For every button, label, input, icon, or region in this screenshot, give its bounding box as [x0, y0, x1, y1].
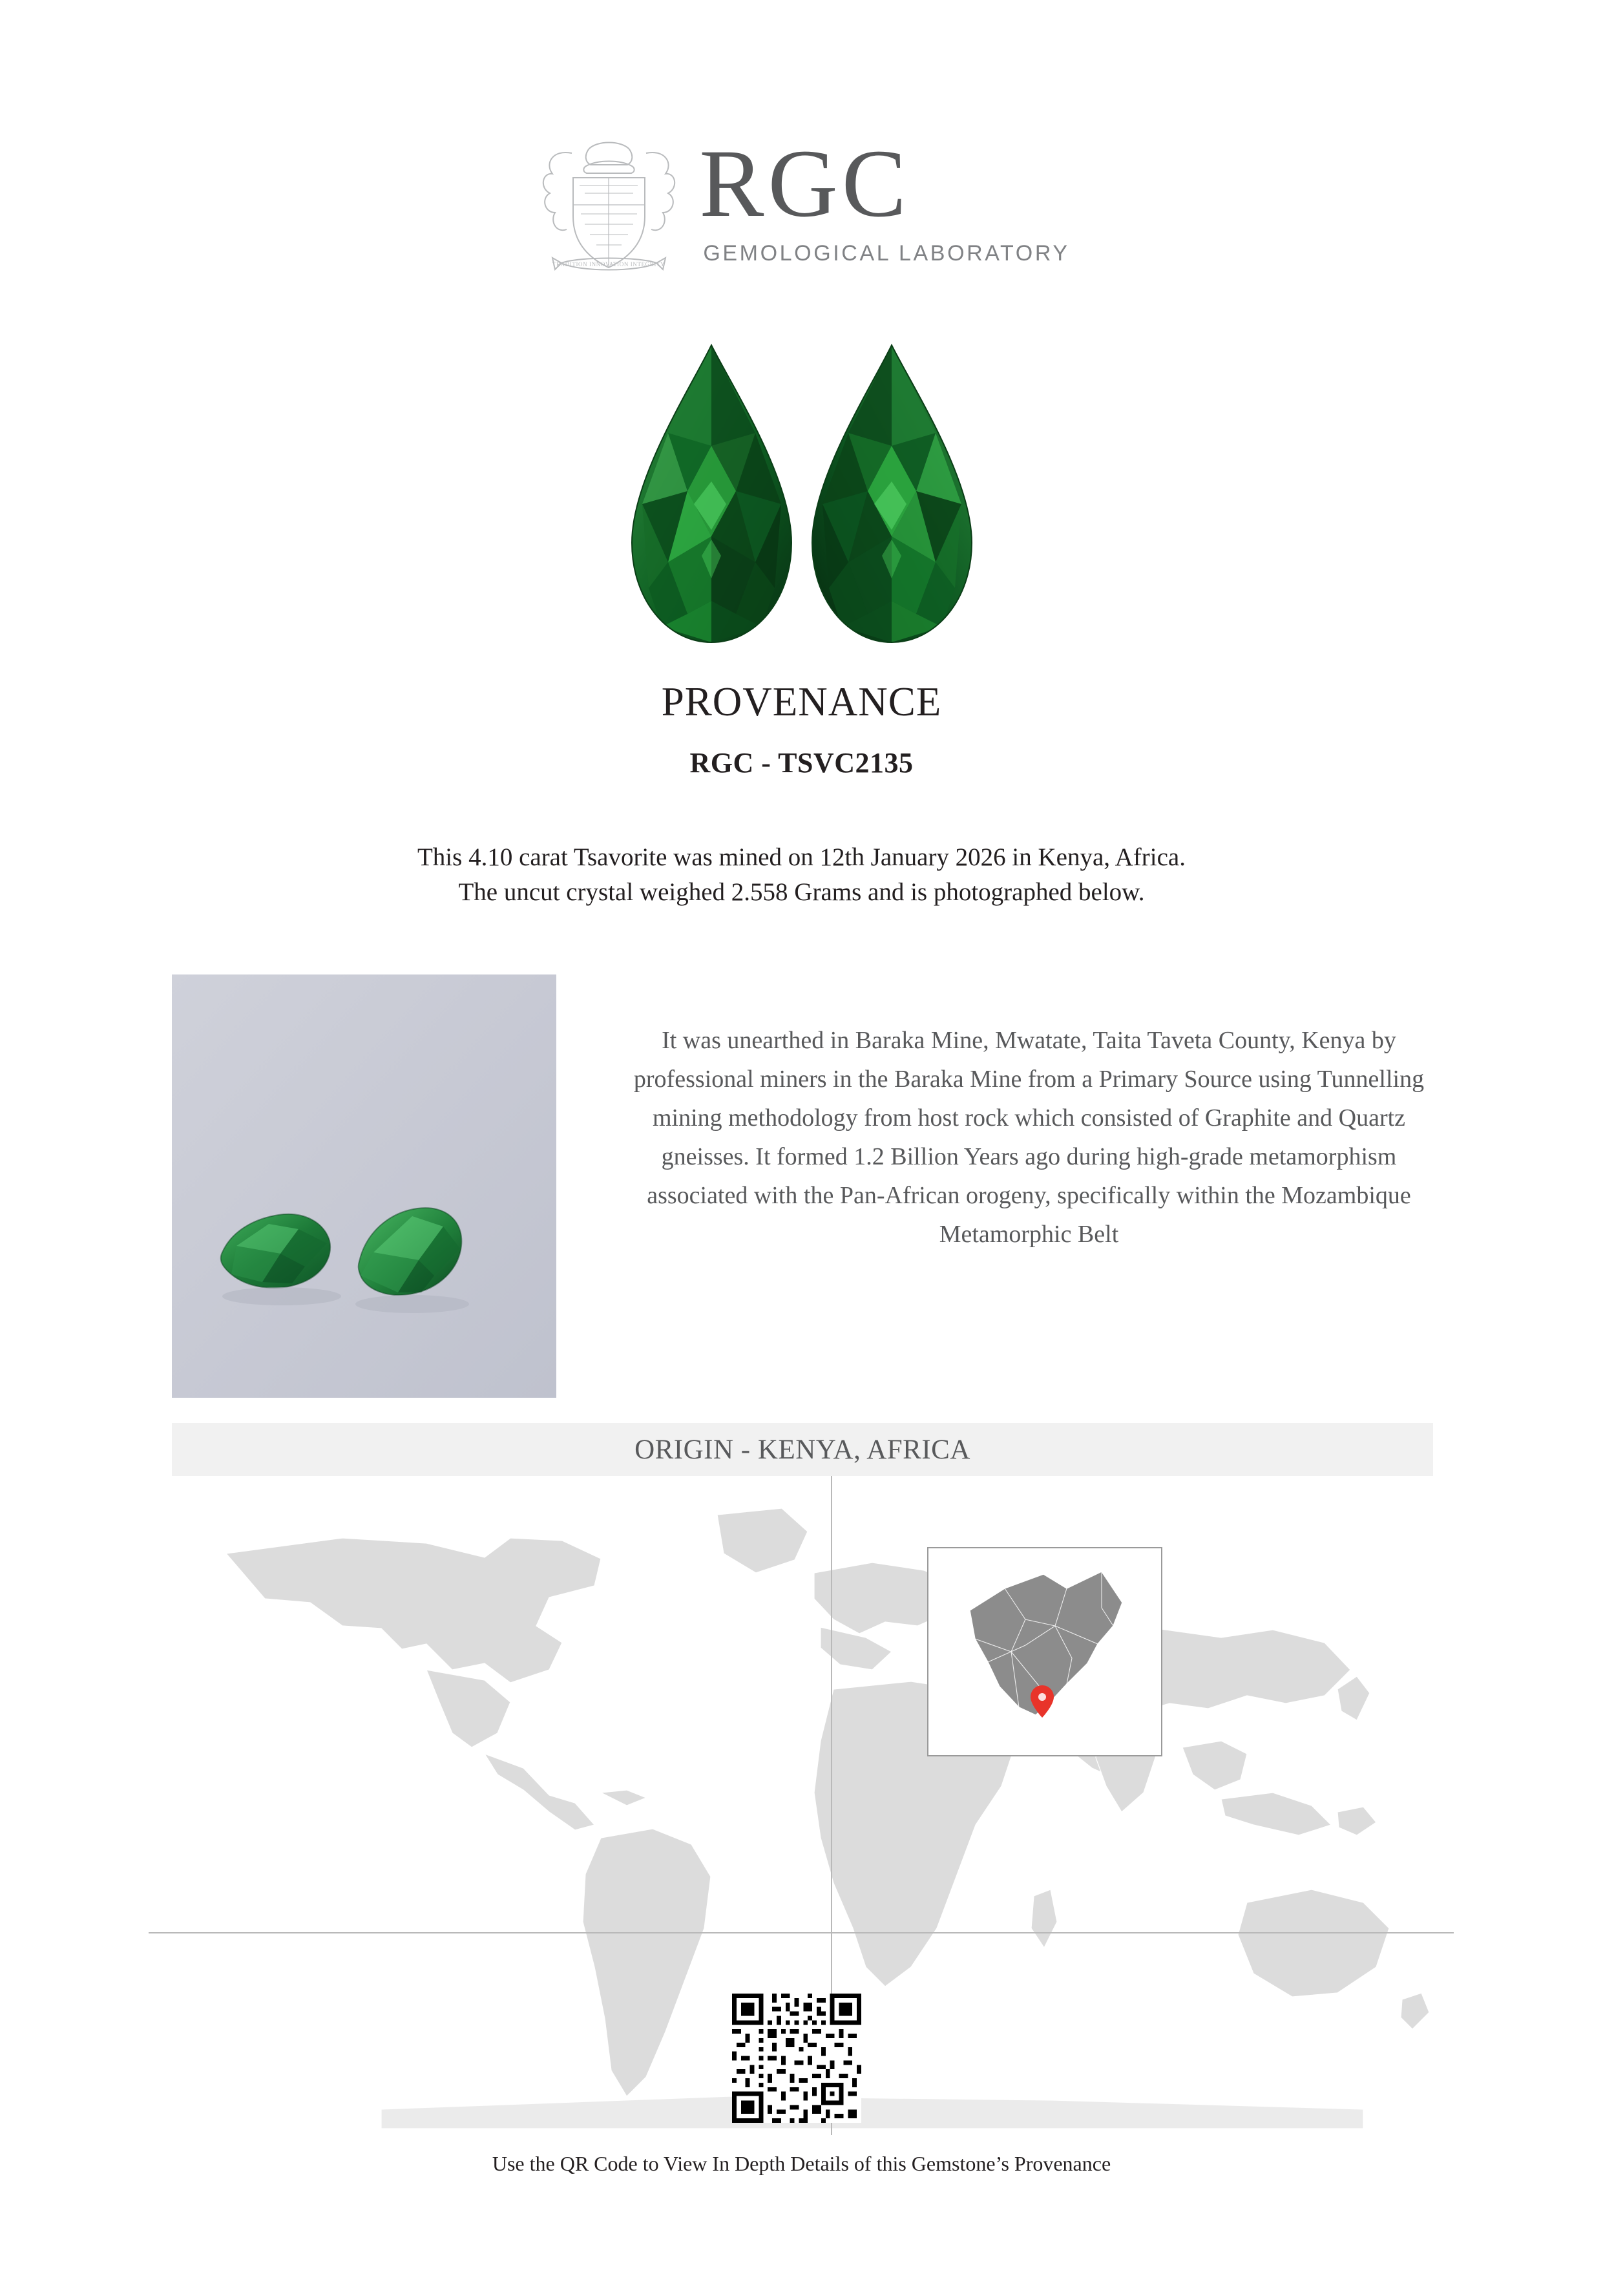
svg-text:TRADITION INNOVATION INTEGRITY: TRADITION INNOVATION INTEGRITY: [552, 261, 665, 268]
gem-pear-right: [810, 342, 974, 646]
kenya-inset-map: [927, 1547, 1162, 1756]
origin-bar-label: ORIGIN - KENYA, AFRICA: [634, 1434, 970, 1465]
qr-caption: Use the QR Code to View In Depth Details of this Gemstone’s Provenance: [492, 2152, 1111, 2175]
qr-code-icon[interactable]: [732, 1994, 861, 2123]
logo-text-block: [699, 126, 1069, 266]
logo-tagline: GEMOLOGICAL LABORATORY: [703, 241, 1070, 266]
page-title: PROVENANCE: [661, 679, 942, 724]
provenance-description: It was unearthed in Baraka Mine, Mwatate, Taita Taveta County, Kenya by professional miners in the Baraka Mine from a Primary Source using Tunnelling mining methodology from host rock which consisted of Graphite and Quartz gneisses. It formed 1.2 Billion Years ago during high-grade metamorphism associated with the Pan-African orogeny, specifically within the Mozambique Metamorphic Belt: [633, 1027, 1425, 1248]
rough-crystal-photo: [172, 974, 556, 1398]
certificate-number: RGC - TSVC2135: [689, 747, 914, 779]
intro-line-2: The uncut crystal weighed 2.558 Grams and is photographed below.: [458, 878, 1145, 906]
intro-text: [0, 840, 1603, 910]
cut-gemstone-photo: [0, 342, 1603, 646]
logo-wordmark: RGC: [699, 130, 910, 237]
origin-bar: [172, 1423, 1433, 1476]
report-header: [0, 126, 1603, 284]
heraldic-crest-icon: [533, 126, 685, 284]
gem-pear-left: [629, 342, 794, 646]
intro-line-1: This 4.10 carat Tsavorite was mined on 12th January 2026 in Kenya, Africa.: [417, 843, 1186, 871]
rgc-logo: [533, 126, 1069, 284]
